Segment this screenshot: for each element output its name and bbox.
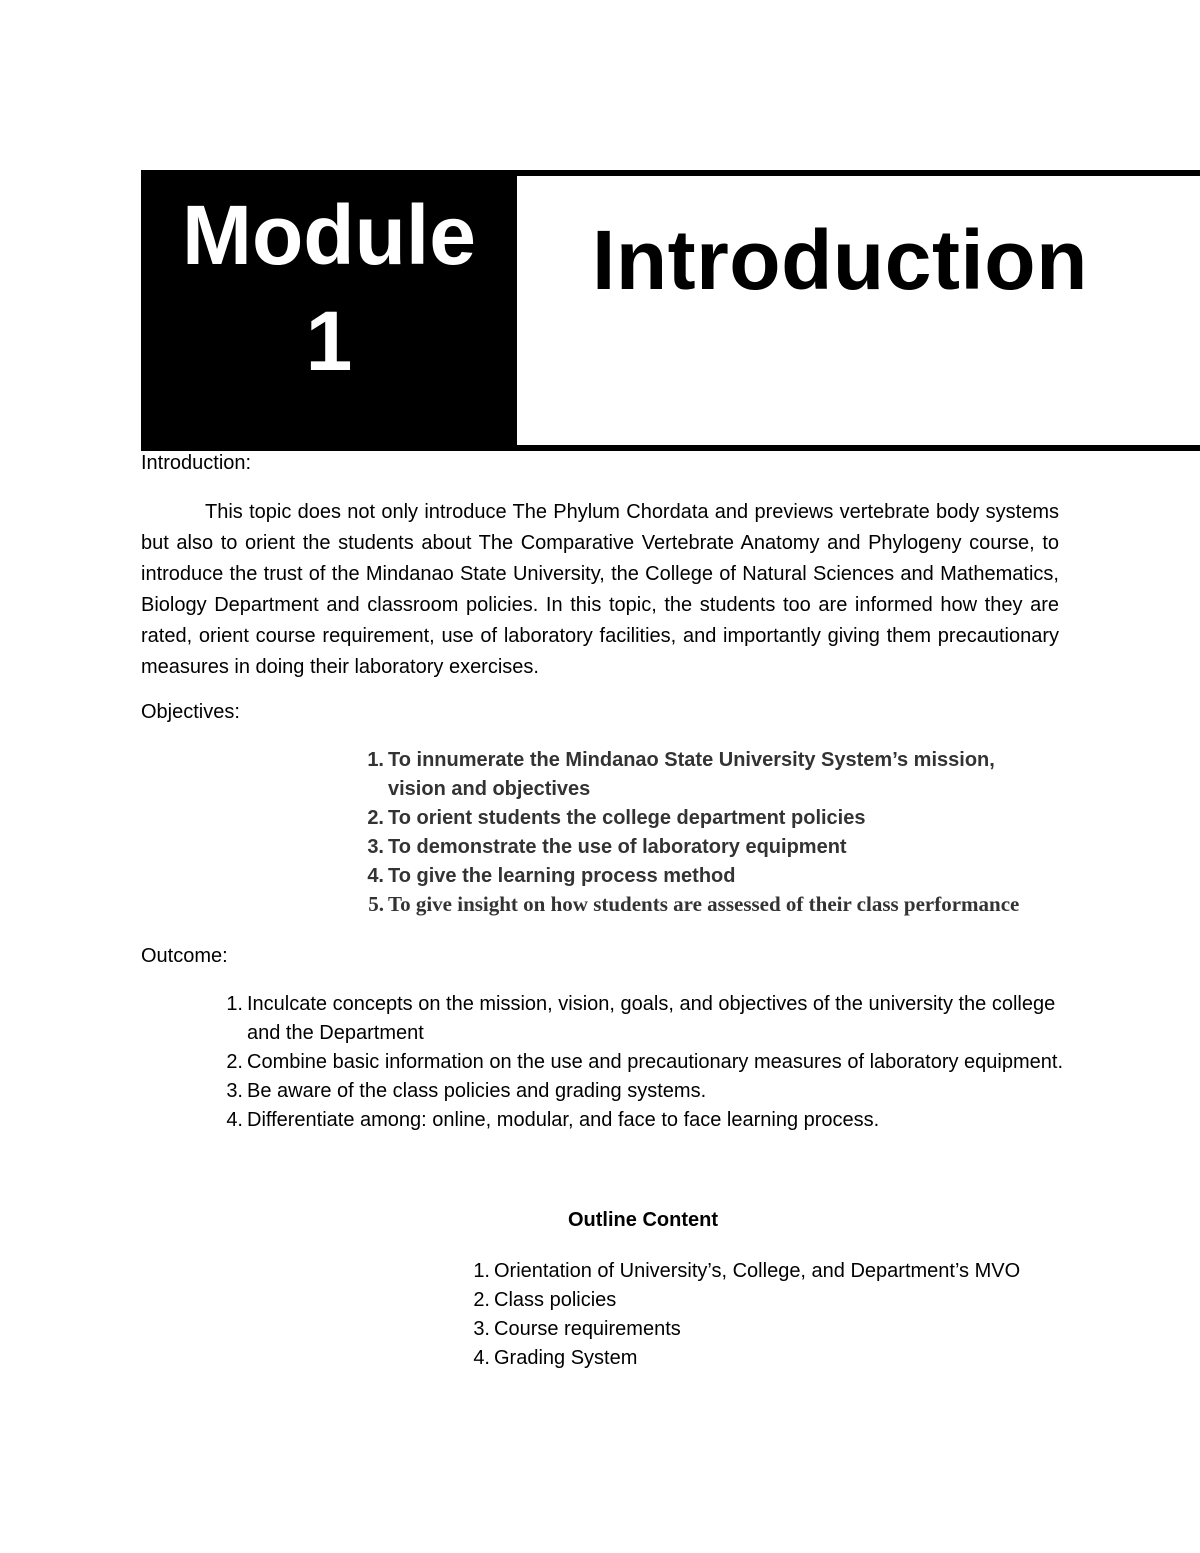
list-item: 3. Course requirements [473, 1318, 681, 1340]
introduction-paragraph-text: This topic does not only introduce The Phylum Chordata and previews vertebrate body systems but also to orient the students about The Comparative Vertebrate Anatomy and Phylogeny course, to introduce the trust of the Mindanao State University, the College of Natural Sciences and Mathematics, Biology Department and classroom policies. In this topic, the students too are informed how they are rated, orient course requirement, use of laboratory facilities, and importantly giving them precautionary measures in doing their laboratory exercises. [141, 501, 1059, 678]
introduction-paragraph [141, 497, 1059, 683]
list-item: 4. To give the learning process method [367, 865, 736, 887]
module-label: Module [182, 188, 476, 282]
objectives-label: Objectives: [141, 701, 240, 723]
outline-title: Outline Content [568, 1209, 718, 1231]
introduction-label: Introduction: [141, 452, 252, 474]
list-item: 1. Orientation of University’s, College, and Department’s MVO [473, 1260, 1021, 1282]
outline-list [473, 1257, 1054, 1373]
outcome-list [226, 990, 1067, 1135]
list-item: 2. To orient students the college department policies [367, 807, 866, 829]
module-number-box [141, 170, 517, 451]
list-item: 3. To demonstrate the use of laboratory equipment [367, 836, 847, 858]
objectives-list [367, 746, 1028, 918]
list-item: 1. Inculcate concepts on the mission, vision, goals, and objectives of the university the college and the Department [226, 993, 1056, 1044]
module-number: 1 [305, 294, 353, 388]
list-item: 2. Class policies [473, 1289, 617, 1311]
outcome-label: Outcome: [141, 945, 228, 967]
list-item: 4. Differentiate among: online, modular, and face to face learning process. [226, 1109, 880, 1131]
list-item: 4. Grading System [473, 1347, 638, 1369]
page-title: Introduction [592, 213, 1088, 307]
list-item: 1. To innumerate the Mindanao State University System’s mission, vision and objectives [367, 749, 995, 800]
list-item: 2. Combine basic information on the use and precautionary measures of laboratory equipment. [226, 1051, 1064, 1073]
list-item: 5. To give insight on how students are assessed of their class performance [368, 892, 1020, 916]
list-item: 3. Be aware of the class policies and grading systems. [226, 1080, 707, 1102]
